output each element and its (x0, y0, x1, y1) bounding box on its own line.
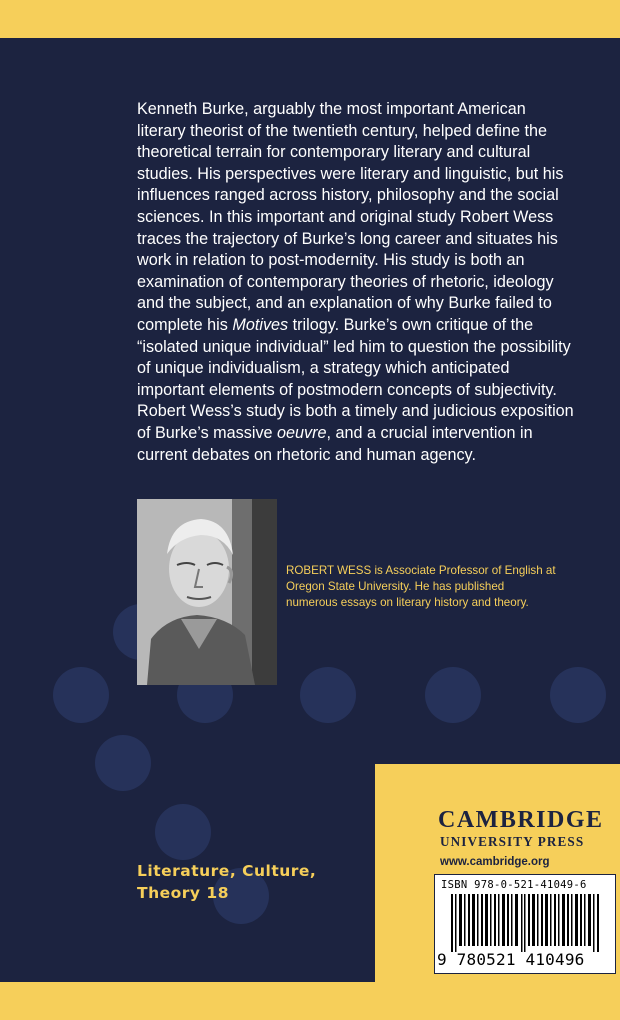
isbn-barcode (434, 874, 616, 974)
decorative-dot (95, 735, 151, 791)
isbn-label: ISBN 978-0-521-41049-6 (441, 879, 587, 891)
publisher-box (375, 764, 620, 982)
series-title (137, 860, 316, 904)
author-bio: ROBERT WESS is Associate Professor of English at Oregon State University. He has published numerous essays on literary history and theory. (286, 564, 556, 609)
decorative-dot (425, 667, 481, 723)
blurb-italic-title: Motives (232, 315, 289, 334)
blurb-text (137, 99, 577, 466)
series-line-1: Literature, Culture, (137, 862, 317, 880)
publisher-logo-subtitle: UNIVERSITY PRESS (440, 834, 585, 849)
series-line-2: Theory 18 (137, 884, 229, 902)
decorative-dot (550, 667, 606, 723)
blurb-text-part: , and a crucial intervention in current debates on rhetoric and human agency. (137, 423, 533, 464)
decorative-dot (53, 667, 109, 723)
barcode-bars-icon (451, 894, 601, 952)
author-portrait-image (137, 499, 277, 685)
blurb-text-part: trilogy. Burke’s own critique of the “isolated unique individual” led him to question the possibility of unique individualism, a strategy which anticipated important elements of postmodern concepts of subjectivity. Robert Wess’s study is both a timely and judicious exposition of Burke’s massive (137, 315, 574, 442)
blurb-italic-word: oeuvre (277, 423, 327, 442)
publisher-url: www.cambridge.org (440, 856, 550, 868)
author-photo (137, 499, 277, 685)
decorative-dot (155, 804, 211, 860)
blurb-text-part: Kenneth Burke, arguably the most important American literary theorist of the twentieth century, helped define the theoretical terrain for contemporary literary and cultural studies. His perspectives were literary and linguistic, but his influences ranged across history, philosophy and the social sciences. In this important and original study Robert Wess traces the trajectory of Burke’s long career and situates his work in relation to post-modernity. His study is both an examination of contemporary theories of rhetoric, ideology and the subject, and an explanation of why Burke failed to complete his (137, 100, 564, 334)
ean-number: 9 780521 410496 (437, 950, 585, 969)
publisher-logo-name: CAMBRIDGE (438, 807, 604, 833)
decorative-dot (300, 667, 356, 723)
